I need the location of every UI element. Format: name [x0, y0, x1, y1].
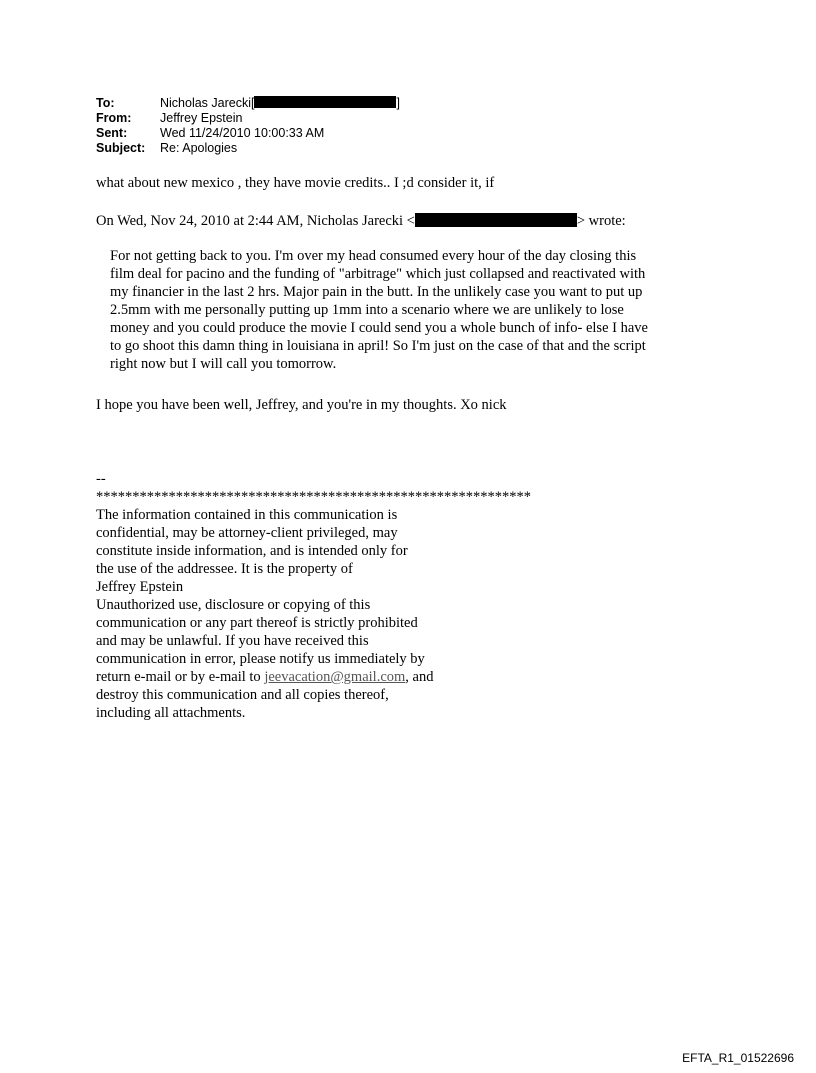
signature-dashes: --	[96, 471, 106, 487]
disclaimer-line: communication in error, please notify us immediately by	[96, 651, 425, 667]
quoted-line: money and you could produce the movie I could send you a whole bunch of info- else I have	[110, 320, 648, 336]
to-label: To:	[96, 96, 115, 110]
to-value: Nicholas Jarecki[ ]	[160, 96, 400, 110]
quoted-line: For not getting back to you. I'm over my head consumed every hour of the day closing this	[110, 248, 637, 264]
disclaimer-line: The information contained in this communication is	[96, 507, 398, 523]
reply-text: what about new mexico , they have movie credits.. I ;d consider it, if	[96, 175, 495, 191]
disclaimer-line: the use of the addressee. It is the property of	[96, 561, 353, 577]
disclaimer-line: communication or any part thereof is strictly prohibited	[96, 615, 418, 631]
document-id: EFTA_R1_01522696	[682, 1051, 794, 1065]
disclaimer-line: including all attachments.	[96, 705, 246, 721]
from-label: From:	[96, 111, 132, 125]
header-to-row	[96, 96, 400, 111]
sent-label: Sent:	[96, 126, 128, 140]
email-link[interactable]: jeevacation@gmail.com	[264, 669, 406, 685]
header-from-row	[96, 111, 400, 126]
quoted-line: 2.5mm with me personally putting up 1mm into a scenario where we are unlikely to lose	[110, 302, 624, 318]
disclaimer-line: destroy this communication and all copies thereof,	[96, 687, 389, 703]
redaction-box	[415, 213, 577, 227]
disclaimer-line: Unauthorized use, disclosure or copying of this	[96, 597, 371, 613]
header-subject-row	[96, 141, 400, 156]
email-header	[96, 96, 400, 156]
subject-value: Re: Apologies	[160, 141, 238, 155]
signature-block	[96, 470, 531, 722]
disclaimer-line: Jeffrey Epstein	[96, 579, 184, 595]
redaction-box	[254, 96, 396, 108]
closing-text: I hope you have been well, Jeffrey, and you're in my thoughts. Xo nick	[96, 397, 507, 413]
quoted-message	[110, 247, 710, 373]
disclaimer-line: constitute inside information, and is intended only for	[96, 543, 408, 559]
disclaimer-email-line: return e-mail or by e-mail to jeevacation@gmail.com, and	[96, 669, 434, 685]
sent-value: Wed 11/24/2010 10:00:33 AM	[160, 126, 325, 140]
from-value: Jeffrey Epstein	[160, 111, 243, 125]
quoted-line: right now but I will call you tomorrow.	[110, 356, 337, 372]
header-sent-row	[96, 126, 400, 141]
quoted-line: film deal for pacino and the funding of "arbitrage" which just collapsed and reactivated with	[110, 266, 646, 282]
disclaimer-line: confidential, may be attorney-client privileged, may	[96, 525, 398, 541]
quoted-line: to go shoot this damn thing in louisiana in april! So I'm just on the case of that and the script	[110, 338, 646, 354]
signature-stars: ************************************************************	[96, 489, 531, 505]
disclaimer-line: and may be unlawful. If you have received this	[96, 633, 369, 649]
quoted-line: my financier in the last 2 hrs. Major pain in the butt. In the unlikely case you want to put up	[110, 284, 643, 300]
subject-label: Subject:	[96, 141, 146, 155]
attribution-line: On Wed, Nov 24, 2010 at 2:44 AM, Nicholas Jarecki < > wrote:	[96, 213, 626, 229]
